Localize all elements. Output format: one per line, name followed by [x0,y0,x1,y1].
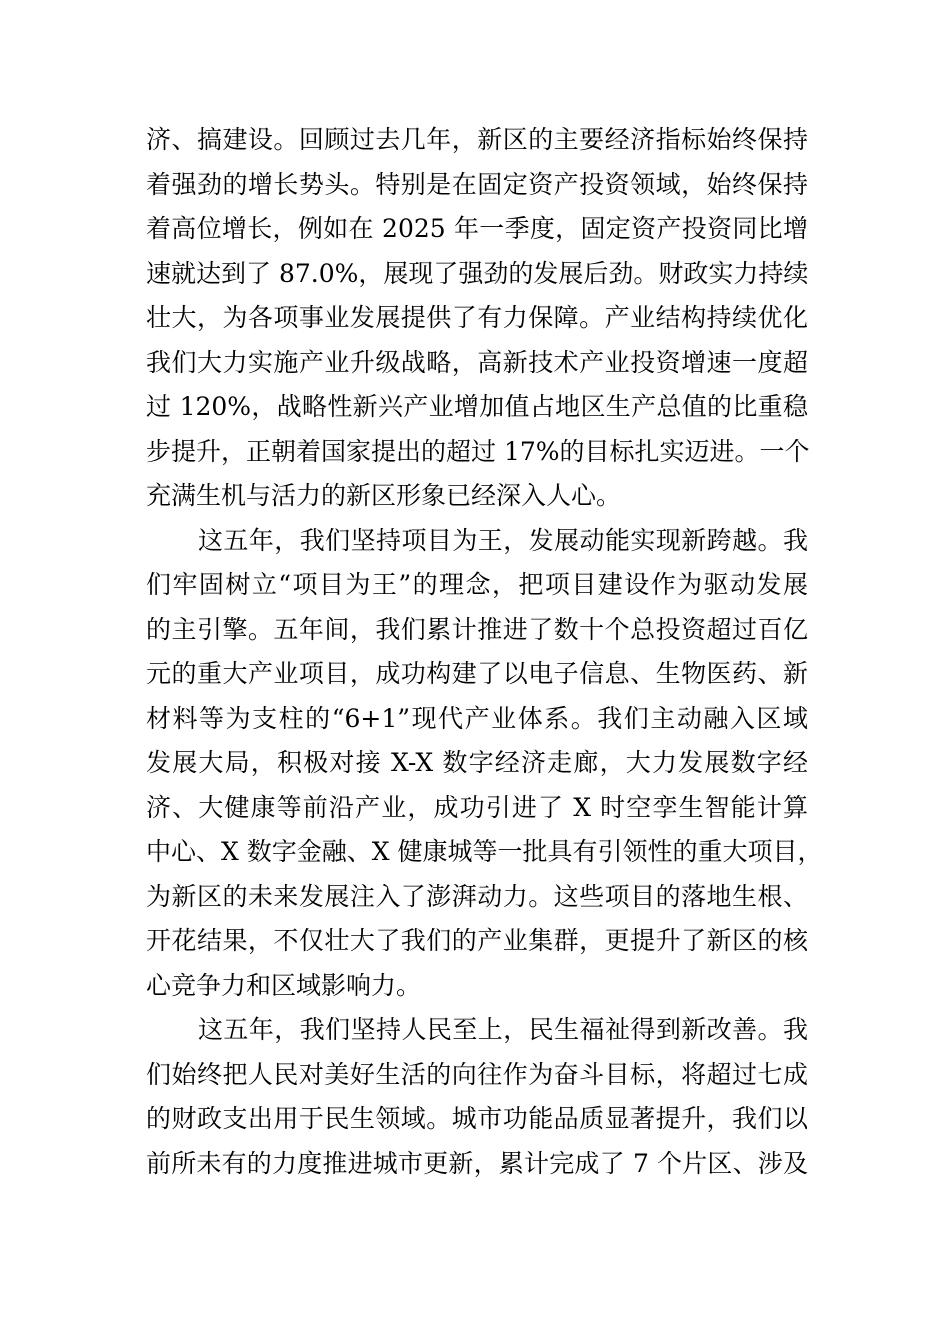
text-line: 们牢固树立“项目为王”的理念，把项目建设作为驱动发展 [146,570,808,599]
text-line: 充满生机与活力的新区形象已经深入人心。 [146,481,622,510]
text-line: 开花结果，不仅壮大了我们的产业集群，更提升了新区的核 [146,926,808,955]
text-line: 我们大力实施产业升级战略，高新技术产业投资增速一度超 [146,347,808,377]
paragraph [146,118,808,519]
text-line: 着高位增长，例如在 2025 年一季度，固定资产投资同比增 [146,214,808,243]
text-line: 前所未有的力度推进城市更新，累计完成了 7 个片区、涉及 [146,1148,808,1178]
text-line: 壮大，为各项事业发展提供了有力保障。产业结构持续优化 [146,303,808,332]
text-line: 着强劲的增长势头。特别是在固定资产投资领域，始终保持 [146,169,808,199]
text-line: 中心、X 数字金融、X 健康城等一批具有引领性的重大项目， [146,837,823,866]
text-line: 材料等为支柱的“6+1”现代产业体系。我们主动融入区域 [146,703,808,733]
body-text [146,118,823,1186]
text-line: 的主引擎。五年间，我们累计推进了数十个总投资超过百亿 [146,614,808,644]
text-line: 这五年，我们坚持人民至上，民生福祉得到新改善。我 [198,1015,808,1044]
paragraph [146,519,823,1009]
text-line: 发展大局，积极对接 X-X 数字经济走廊，大力发展数字经 [146,748,808,777]
text-line: 过 120%，战略性新兴产业增加值占地区生产总值的比重稳 [146,392,808,421]
text-line: 这五年，我们坚持项目为王，发展动能实现新跨越。我 [198,525,808,555]
text-line: 们始终把人民对美好生活的向往作为奋斗目标，将超过七成 [146,1059,808,1089]
text-line: 速就达到了 87.0%，展现了强劲的发展后劲。财政实力持续 [146,258,809,288]
text-line: 心竞争力和区域影响力。 [146,970,422,1000]
text-line: 济、搞建设。回顾过去几年，新区的主要经济指标始终保持 [146,125,808,154]
text-line: 的财政支出用于民生领域。城市功能品质显著提升，我们以 [146,1104,808,1133]
text-line: 步提升，正朝着国家提出的超过 17%的目标扎实迈进。一个 [146,436,810,466]
text-line: 元的重大产业项目，成功构建了以电子信息、生物医药、新 [146,659,808,688]
paragraph [146,1008,808,1186]
text-line: 济、大健康等前沿产业，成功引进了 X 时空孪生智能计算 [146,792,808,822]
text-line: 为新区的未来发展注入了澎湃动力。这些项目的落地生根、 [146,881,808,911]
